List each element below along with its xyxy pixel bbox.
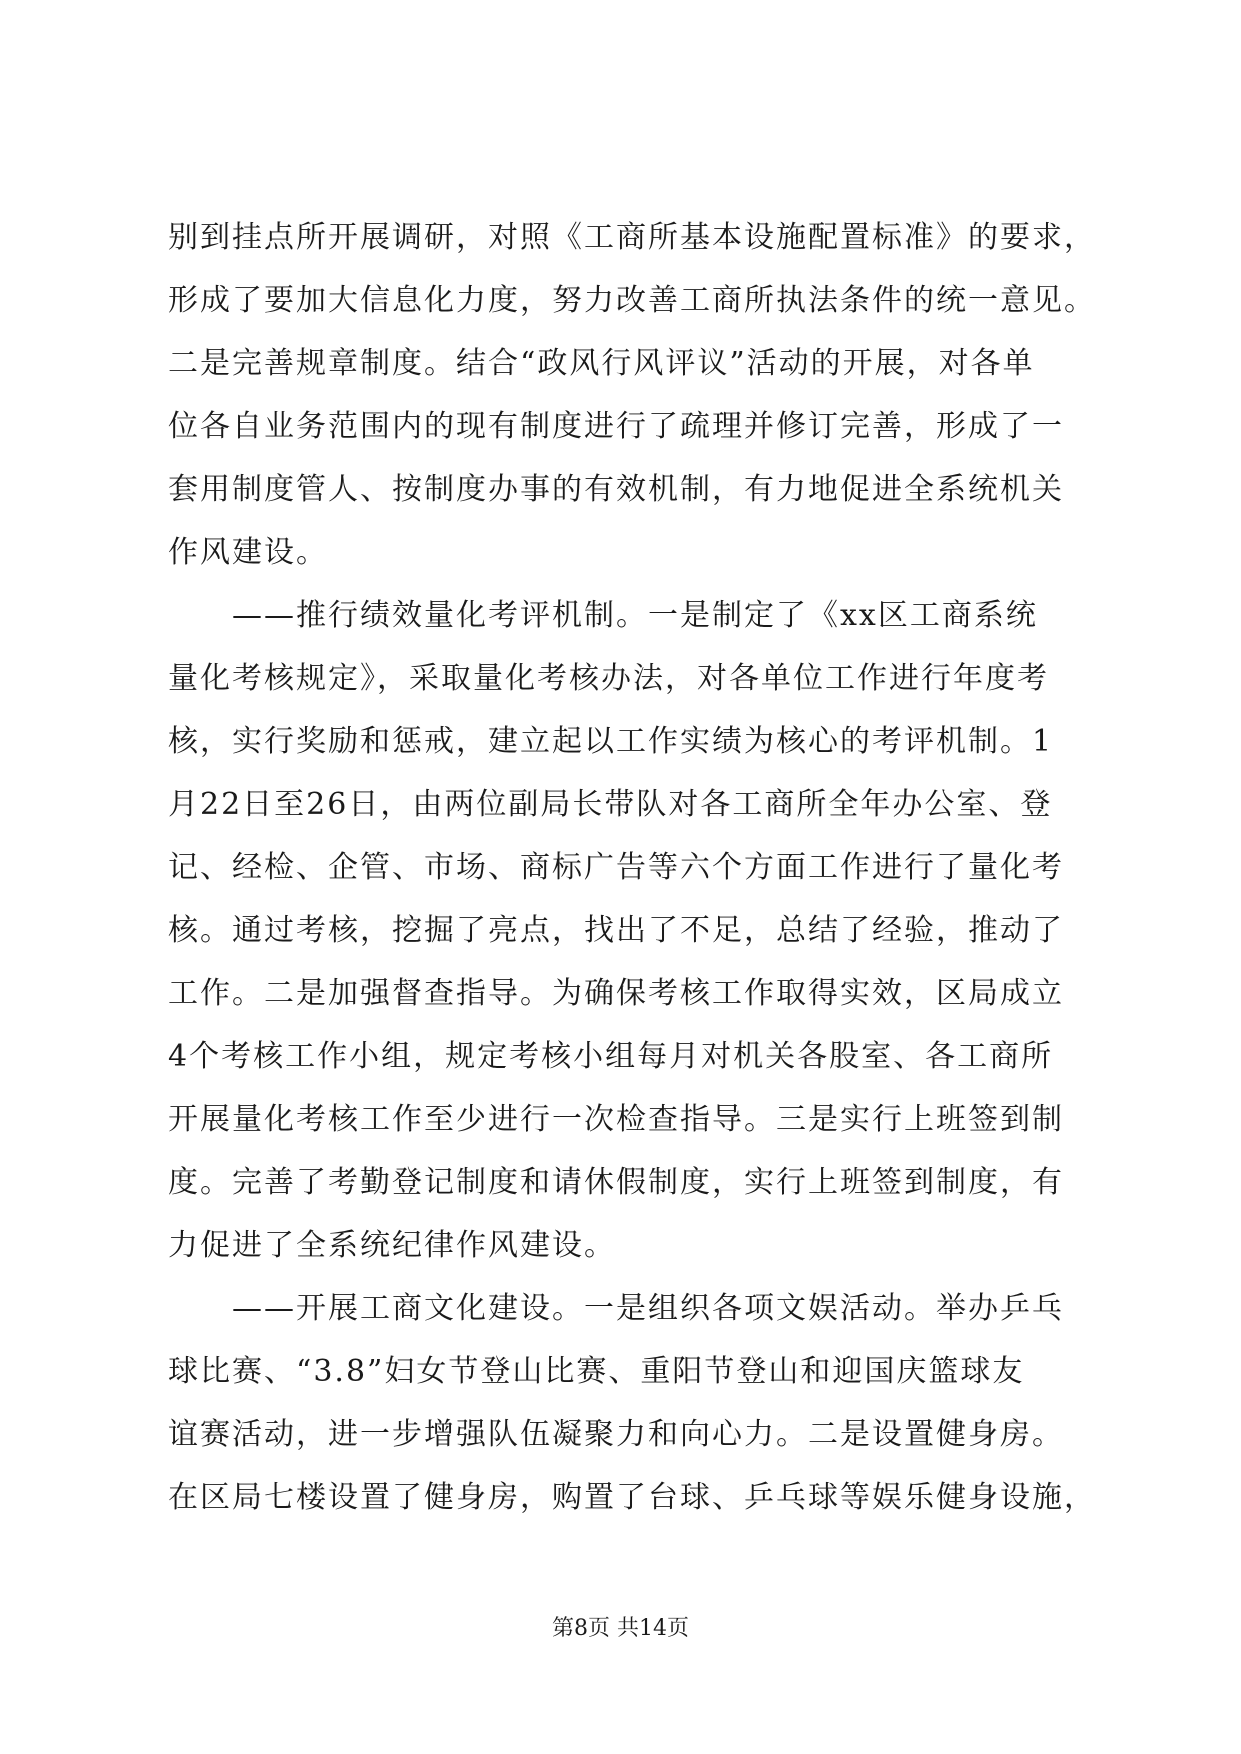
text-line: 量化考核规定》，采取量化考核办法，对各单位工作进行年度考 bbox=[168, 661, 1049, 696]
text-line: ——推行绩效量化考评机制。一是制定了《xx区工商系统 bbox=[168, 598, 1038, 633]
text-line: 记、经检、企管、市场、商标广告等六个方面工作进行了量化考 bbox=[168, 850, 1064, 885]
text-line: 度。完善了考勤登记制度和请休假制度，实行上班签到制度，有 bbox=[168, 1165, 1064, 1200]
document-body bbox=[168, 206, 1108, 1529]
text-line: 核，实行奖励和惩戒，建立起以工作实绩为核心的考评机制。1 bbox=[168, 724, 1054, 759]
page-number-footer: 第8页 共14页 bbox=[552, 1616, 689, 1641]
text-line: 位各自业务范围内的现有制度进行了疏理并修订完善，形成了一 bbox=[168, 409, 1064, 444]
text-line: 球比赛、“3.8”妇女节登山比赛、重阳节登山和迎国庆篮球友 bbox=[168, 1354, 1025, 1389]
text-line: 4个考核工作小组，规定考核小组每月对机关各股室、各工商所 bbox=[168, 1039, 1054, 1074]
text-line: ——开展工商文化建设。一是组织各项文娱活动。举办乒乓 bbox=[168, 1291, 1064, 1326]
text-line: 月22日至26日，由两位副局长带队对各工商所全年办公室、登 bbox=[168, 787, 1053, 822]
text-line: 谊赛活动，进一步增强队伍凝聚力和向心力。二是设置健身房。 bbox=[168, 1417, 1064, 1452]
text-line: 开展量化考核工作至少进行一次检查指导。三是实行上班签到制 bbox=[168, 1102, 1064, 1137]
text-line: 工作。二是加强督查指导。为确保考核工作取得实效，区局成立 bbox=[168, 976, 1064, 1011]
text-line: 二是完善规章制度。结合“政风行风评议”活动的开展，对各单 bbox=[168, 346, 1035, 381]
text-line: 力促进了全系统纪律作风建设。 bbox=[168, 1228, 616, 1263]
text-line: 核。通过考核，挖掘了亮点，找出了不足，总结了经验，推动了 bbox=[168, 913, 1064, 948]
text-line: 在区局七楼设置了健身房，购置了台球、乒乓球等娱乐健身设施， bbox=[168, 1480, 1096, 1515]
text-line: 形成了要加大信息化力度，努力改善工商所执法条件的统一意见。 bbox=[168, 283, 1096, 318]
text-line: 套用制度管人、按制度办事的有效机制，有力地促进全系统机关 bbox=[168, 472, 1064, 507]
text-line: 别到挂点所开展调研，对照《工商所基本设施配置标准》的要求， bbox=[168, 220, 1096, 255]
text-line: 作风建设。 bbox=[168, 535, 328, 570]
